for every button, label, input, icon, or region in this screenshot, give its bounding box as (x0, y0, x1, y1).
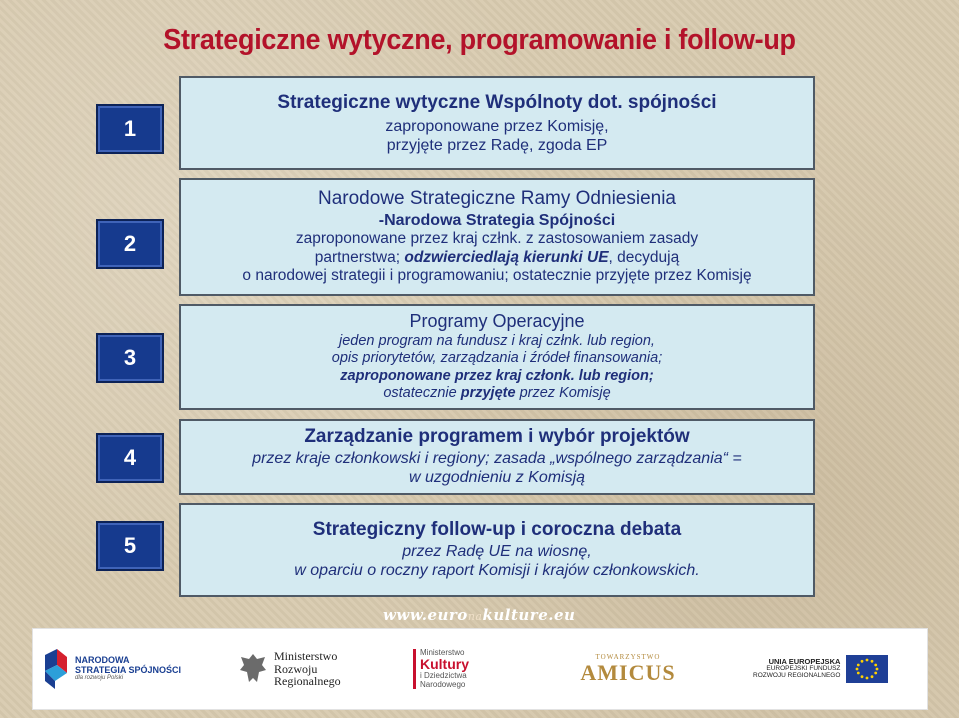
step-1-line-3: przyjęte przez Radę, zgoda EP (386, 137, 608, 155)
eu-line-3: ROZWOJU REGIONALNEGO (753, 671, 841, 679)
amicus-small: TOWARZYSTWO (595, 652, 661, 661)
step-3-line-4: zaproponowane przez kraj członk. lub region; (340, 367, 654, 384)
mkidn-line-1: Ministerstwo (420, 648, 465, 658)
eu-line-1: UNIA EUROPEJSKA (768, 657, 841, 667)
mrr-line-3: Regionalnego (274, 674, 341, 689)
mrr-line-1: Ministerstwo (274, 649, 338, 664)
step-3-heading: Programy Operacyjne (409, 311, 585, 332)
mkidn-line-4: Narodowego (420, 679, 466, 689)
step-number-3: 3 (96, 333, 164, 383)
step-4-line-3: w uzgodnieniu z Komisją (408, 469, 586, 487)
eu-flag-icon (846, 655, 888, 683)
step-box-1 (179, 76, 815, 170)
nss-emblem-icon (43, 649, 69, 689)
step-2-heading: Narodowe Strategiczne Ramy Odniesienia (317, 188, 676, 210)
step-box-5 (179, 503, 815, 597)
step-box-2 (179, 178, 815, 296)
step-4-line-2: przez kraje członkowski i regiony; zasada „wspólnego zarządzania“ = (252, 450, 742, 468)
nss-line-3: dla rozwoju Polski (75, 675, 124, 682)
step-3-line-5 (181, 385, 813, 402)
logo-unia-europejska (753, 629, 923, 709)
logo-ministerstwo-rozwoju-regionalnego (238, 629, 358, 709)
step-3-line-2: jeden program na fundusz i kraj człnk. lub region, (339, 333, 655, 350)
website-url (383, 606, 575, 624)
website-url-suffix: kulture.eu (482, 606, 576, 624)
step-number-4: 4 (96, 433, 164, 483)
nss-line-1: NARODOWA (75, 655, 130, 666)
eu-line-2: EUROPEJSKI FUNDUSZ (766, 665, 841, 673)
step-2-line-5: o narodowej strategii i programowaniu; ostatecznie przyjęte przez Komisję (242, 267, 752, 285)
logo-ministerstwo-kultury (413, 629, 493, 709)
step-3-line-3: opis priorytetów, zarządzania i źródeł finansowania; (331, 350, 663, 367)
step-1-line-2: zaproponowane przez Komisję, (385, 118, 609, 136)
step-2-line-4-a: partnerstwa; (314, 248, 401, 266)
step-4-heading: Zarządzanie programem i wybór projektów (304, 426, 690, 448)
step-2-line-3: zaproponowane przez kraj człnk. z zastosowaniem zasady (295, 230, 699, 248)
step-box-4 (179, 419, 815, 495)
step-3-line-5-a: ostatecznie (383, 385, 457, 402)
step-number-5: 5 (96, 521, 164, 571)
website-url-prefix: www.euro (383, 606, 468, 624)
mrr-line-2: Rozwoju (274, 661, 318, 676)
website-url-middle: na (467, 610, 483, 623)
step-1-heading: Strategiczne wytyczne Wspólnoty dot. spójności (277, 92, 717, 114)
mkidn-line-2: Kultury (420, 656, 469, 673)
amicus-name: AMICUS (580, 660, 676, 686)
step-5-line-2: przez Radę UE na wiosnę, (402, 543, 592, 561)
step-5-heading: Strategiczny follow-up i coroczna debata (312, 519, 682, 541)
eagle-emblem-icon (238, 652, 268, 686)
mkidn-line-3: i Dziedzictwa (420, 671, 467, 681)
step-number-2: 2 (96, 219, 164, 269)
step-box-3 (179, 304, 815, 410)
step-2-line-4 (181, 249, 813, 268)
step-3-line-5-emphasis: przyjęte (460, 385, 516, 402)
step-2-subheading: -Narodowa Strategia Spójności (378, 211, 616, 229)
step-3-line-5-b: przez Komisję (519, 385, 611, 402)
logo-bar (32, 628, 928, 710)
logo-narodowa-strategia-spojnosci (43, 629, 193, 709)
step-2-line-4-b: , decydują (608, 248, 680, 266)
nss-line-2: STRATEGIA SPÓJNOŚCI (75, 664, 182, 675)
step-2-line-4-emphasis: odzwierciedlają kierunki UE (404, 248, 609, 266)
slide-title: Strategiczne wytyczne, programowanie i follow-up (163, 24, 796, 56)
logo-amicus (558, 629, 698, 709)
step-number-1: 1 (96, 104, 164, 154)
step-5-line-3: w oparciu o roczny raport Komisji i krajów członkowskich. (294, 562, 700, 580)
